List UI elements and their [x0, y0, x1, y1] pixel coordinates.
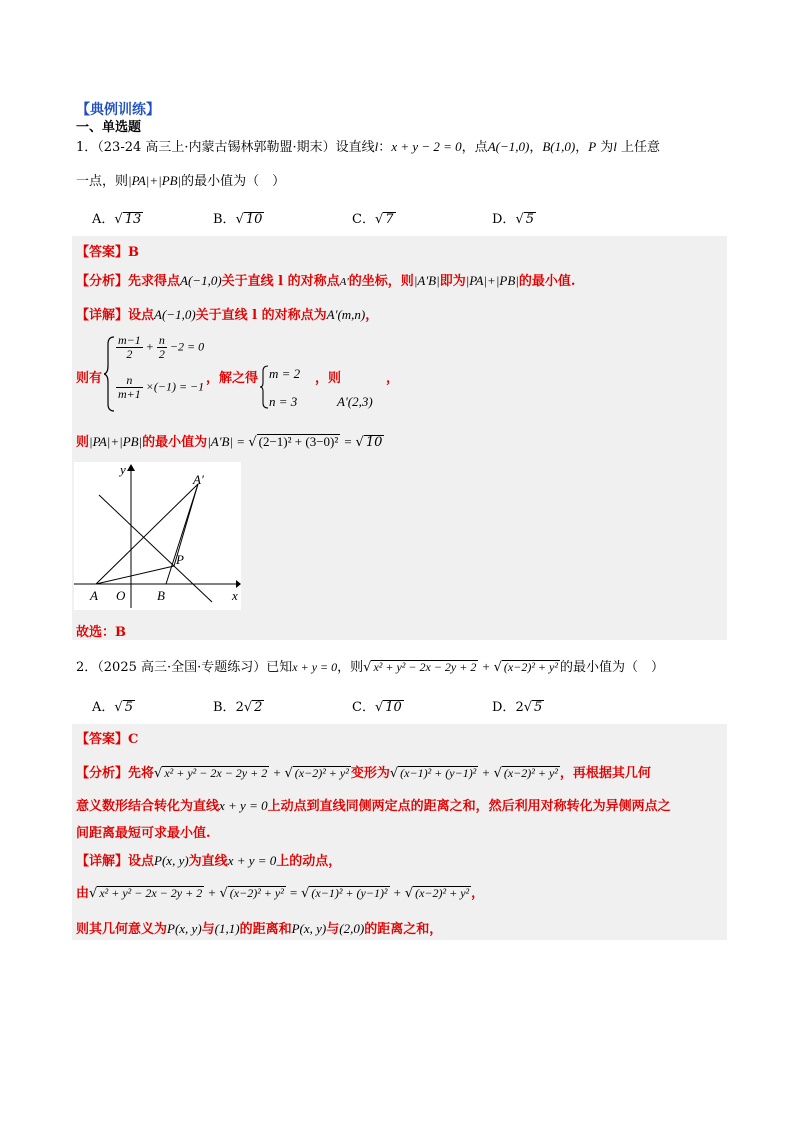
min-eq: =: [340, 434, 356, 449]
detail-point-1: (1,1): [214, 921, 240, 936]
detail-radical-3: (x−1)² + (y−1)²: [311, 886, 388, 900]
q1-text-e: 上任意: [616, 140, 661, 155]
option-key: C．: [352, 212, 375, 227]
option-key: C．: [352, 700, 375, 715]
detail-radical-1: x² + y² − 2x − 2y + 2: [99, 886, 203, 900]
final-tag: 故选：: [76, 625, 116, 640]
eq-rest: −2 = 0: [169, 339, 205, 354]
q1-sol-aprime: A′(2,3): [337, 394, 373, 409]
q1-source: （23-24 高三上·内蒙古锡林郭勒盟·期末）: [97, 140, 336, 155]
option-key: A．: [92, 700, 115, 715]
detail-radical-2: (x−2)² + y²: [229, 886, 284, 900]
label-b: B: [157, 588, 165, 603]
frac-num: n: [158, 333, 165, 347]
eq-rest: ×(−1) = −1: [145, 379, 205, 394]
analysis-text-b: 关于直线 l 的对称点: [221, 274, 340, 289]
detail-text-e: 的距离之和，: [364, 922, 443, 937]
plus: +: [389, 885, 405, 900]
q1-point-p: P: [588, 139, 597, 154]
q2-option-a[interactable]: A．√ 5: [92, 700, 133, 715]
label-o: O: [116, 588, 126, 603]
q2-number: 2．: [76, 660, 98, 675]
option-value: 10: [245, 212, 263, 227]
q1-line-eq: x + y − 2 = 0: [391, 139, 462, 154]
detail-text-c: ，: [365, 308, 379, 323]
segment-a-aprime: [96, 484, 198, 584]
q2-radical-2: (x−2)² + y²: [503, 660, 558, 674]
option-value: 2: [254, 700, 263, 715]
q1-line-name: l: [374, 139, 379, 154]
detail-eq: x + y = 0: [227, 853, 277, 868]
q1-solve-text: ，解之得: [206, 371, 259, 386]
detail-text-c: 的距离和: [239, 922, 292, 937]
q1-sol-n: n = 3: [269, 394, 298, 409]
min-radical: (2−1)² + (3−0)²: [258, 434, 339, 449]
q1-text-2b: 的最小值为（ ）: [181, 174, 286, 189]
label-y: y: [120, 462, 126, 477]
analysis-radical-1: x² + y² − 2x − 2y + 2: [164, 766, 268, 780]
q2-option-b[interactable]: B．2√ 2: [213, 700, 263, 715]
q1-text-c: ，: [575, 140, 589, 155]
q1-analysis: [76, 270, 575, 289]
analysis-text-c: ，再根据其几何: [559, 766, 651, 781]
option-value: 5: [124, 700, 133, 715]
analysis-radical-4: (x−2)² + y²: [503, 766, 558, 780]
frac-den: m+1: [118, 387, 141, 402]
frac-den: 2: [126, 347, 133, 362]
subsection-title: 一、单选题: [76, 120, 142, 135]
q1-number: 1．: [76, 140, 98, 155]
q1-text-2a: 一点，则: [76, 174, 129, 189]
q2-text: 已知: [266, 660, 293, 675]
q1-system-eq2: [116, 374, 204, 401]
q2-source: （2025 高三·全国·专题练习）: [97, 660, 267, 675]
detail-tag: 【详解】: [76, 854, 129, 869]
q1-system-prefix: 则有: [76, 371, 103, 386]
option-key: D．: [492, 212, 516, 227]
frac-num: n: [116, 374, 143, 388]
q2-stem: 2．（2025 高三·全国·专题练习）已知x + y = 0，则√ x² + y² − 2x − 2y + 2 + √ (x−2)² + y² 的最小值为（ ）: [76, 659, 664, 675]
analysis-text: 先将: [128, 766, 155, 781]
detail-point-p: P(x, y): [167, 921, 202, 936]
option-key: A．: [92, 212, 115, 227]
analysis-expr: |PA|+|PB|: [465, 273, 519, 288]
q1-system-brace: [104, 336, 116, 412]
option-value: 7: [385, 212, 394, 227]
min-text: 则: [76, 435, 90, 450]
detail-radical-4: (x−2)² + y²: [415, 886, 470, 900]
option-key: D．: [492, 700, 516, 715]
q2-condition: x + y = 0: [292, 660, 338, 674]
q1-point-b: B(1,0): [542, 139, 576, 154]
q2-analysis-line2: [76, 795, 671, 814]
q1-option-d[interactable]: D．√ 5: [492, 212, 535, 227]
plus: +: [204, 885, 220, 900]
q1-stem-line1: [76, 136, 660, 155]
option-value: 10: [385, 700, 402, 715]
min-ab: |A′B| =: [207, 434, 249, 449]
q2-option-d[interactable]: D．2√ 5: [492, 700, 543, 715]
q2-detail-line1: [76, 850, 341, 869]
detail-end: ，: [471, 886, 485, 901]
frac-num: m−1: [118, 333, 141, 347]
q1-final: [76, 621, 126, 640]
analysis-text-b: 变形为: [350, 766, 390, 781]
analysis-eq: x + y = 0: [219, 798, 268, 813]
min-value: 10: [365, 435, 383, 450]
analysis-ab: |A′B|: [413, 273, 440, 288]
plus: +: [269, 765, 285, 780]
q1-text-l: l: [613, 139, 617, 154]
analysis-text-b: 上动点到直线同侧两定点的距离之和，然后利用对称转化为异侧两点之: [267, 799, 671, 814]
analysis-text-c: 的坐标，则: [348, 274, 414, 289]
analysis-text-d: 即为: [439, 274, 466, 289]
detail-text: 设点: [128, 308, 155, 323]
detail-text-b: 关于直线 l 的对称点为: [195, 308, 327, 323]
q1-text: 设直线: [335, 140, 375, 155]
detail-point-p2: P(x, y): [291, 921, 327, 936]
q1-expression: |PA|+|PB|: [128, 173, 182, 188]
option-key: B．: [213, 700, 236, 715]
option-value: 13: [124, 212, 142, 227]
q1-system-eq1: [116, 334, 204, 361]
option-value: 5: [525, 212, 535, 227]
detail-text-c: 上的动点，: [276, 854, 342, 869]
answer-tag: 【答案】: [76, 732, 129, 747]
q1-option-b[interactable]: B．√ 10: [213, 212, 263, 227]
label-a: A: [90, 588, 98, 603]
detail-text: 由: [76, 886, 90, 901]
equals: =: [285, 885, 302, 900]
q2-detail-line3: [76, 918, 442, 937]
q2-answer: [76, 728, 138, 747]
plus: +: [478, 765, 494, 780]
section-header: 【典例训练】: [76, 102, 160, 118]
q2-analysis-line1: 【分析】先将√ x² + y² − 2x − 2y + 2 + √ (x−2)² + y² 变形为√ (x−1)² + (y−1)² + √ (x−2)² + y² ，再根据其几何: [76, 765, 651, 781]
final-answer: B: [115, 625, 127, 640]
option-key: B．: [213, 212, 236, 227]
q1-min-line: 则|PA|+|PB|的最小值为|A′B| = √ (2−1)² + (3−0)² = √ 10: [76, 434, 383, 450]
q2-analysis-line3: 间距离最短可求最小值.: [76, 826, 211, 841]
q2-radical-1: x² + y² − 2x − 2y + 2: [373, 660, 477, 674]
option-coef: 2: [515, 700, 524, 715]
detail-point: P(x, y): [154, 853, 189, 868]
label-aprime: A′: [193, 472, 204, 487]
detail-aprime: A′(m,n): [326, 307, 366, 322]
q1-sol-then: ，则: [315, 371, 342, 386]
answer-value: C: [128, 732, 139, 747]
answer-value: B: [128, 245, 140, 260]
plus: +: [145, 339, 154, 354]
frac-den: 2: [158, 347, 165, 362]
q2-text-c: 的最小值为（ ）: [559, 660, 664, 675]
q1-sol-m: m = 2: [269, 366, 301, 381]
min-text-b: 的最小值为: [142, 435, 208, 450]
analysis-radical-2: (x−2)² + y²: [294, 766, 349, 780]
q1-comma: ，: [529, 140, 543, 155]
label-p: P: [176, 552, 184, 567]
q2-text-b: ，则: [337, 660, 364, 675]
q1-text-d: 为: [596, 140, 614, 155]
detail-text-b: 为直线: [188, 854, 228, 869]
q1-option-c[interactable]: C．√ 7: [352, 212, 394, 227]
analysis-tag: 【分析】: [76, 766, 129, 781]
y-axis-arrow: [127, 464, 135, 471]
segment-a-p: [96, 566, 174, 584]
detail-text-b: 与: [201, 922, 215, 937]
answer-tag: 【答案】: [76, 245, 129, 260]
q1-colon: ：: [378, 140, 392, 155]
x-axis-arrow: [236, 580, 241, 588]
analysis-tag: 【分析】: [76, 274, 129, 289]
option-value: 5: [534, 700, 543, 715]
detail-text: 设点: [128, 854, 155, 869]
detail-point: A(−1,0): [154, 307, 196, 322]
detail-text-d: 与: [326, 922, 340, 937]
analysis-text: 先求得点: [128, 274, 181, 289]
analysis-point: A(−1,0): [180, 273, 222, 288]
q1-text-b: ，点: [461, 140, 488, 155]
option-coef: 2: [235, 700, 244, 715]
q1-option-a[interactable]: A．√ 13: [92, 212, 142, 227]
q1-figure: [74, 462, 241, 610]
min-expr: |PA|+|PB|: [89, 434, 143, 449]
analysis-radical-3: (x−1)² + (y−1)²: [400, 766, 477, 780]
detail-tag: 【详解】: [76, 308, 129, 323]
label-x: x: [232, 588, 238, 603]
analysis-aprime: A′: [339, 276, 349, 288]
q1-sol-end: ，: [386, 371, 400, 386]
q2-plus: +: [478, 659, 494, 674]
q2-option-c[interactable]: C．√ 10: [352, 700, 402, 715]
analysis-text: 意义数形结合转化为直线: [76, 799, 220, 814]
detail-text: 则其几何意义为: [76, 922, 168, 937]
detail-point-2: (2,0): [339, 921, 365, 936]
q2-detail-line2: 由√ x² + y² − 2x − 2y + 2 + √ (x−2)² + y² = √ (x−1)² + (y−1)² + √ (x−2)² + y² ，: [76, 885, 485, 901]
q1-detail-line1: [76, 304, 378, 323]
q1-answer: [76, 241, 139, 260]
line-l: [99, 495, 212, 602]
q1-point-a: A(−1,0): [487, 139, 530, 154]
q1-stem-line2: [76, 170, 285, 189]
analysis-text-e: 的最小值.: [518, 274, 576, 289]
